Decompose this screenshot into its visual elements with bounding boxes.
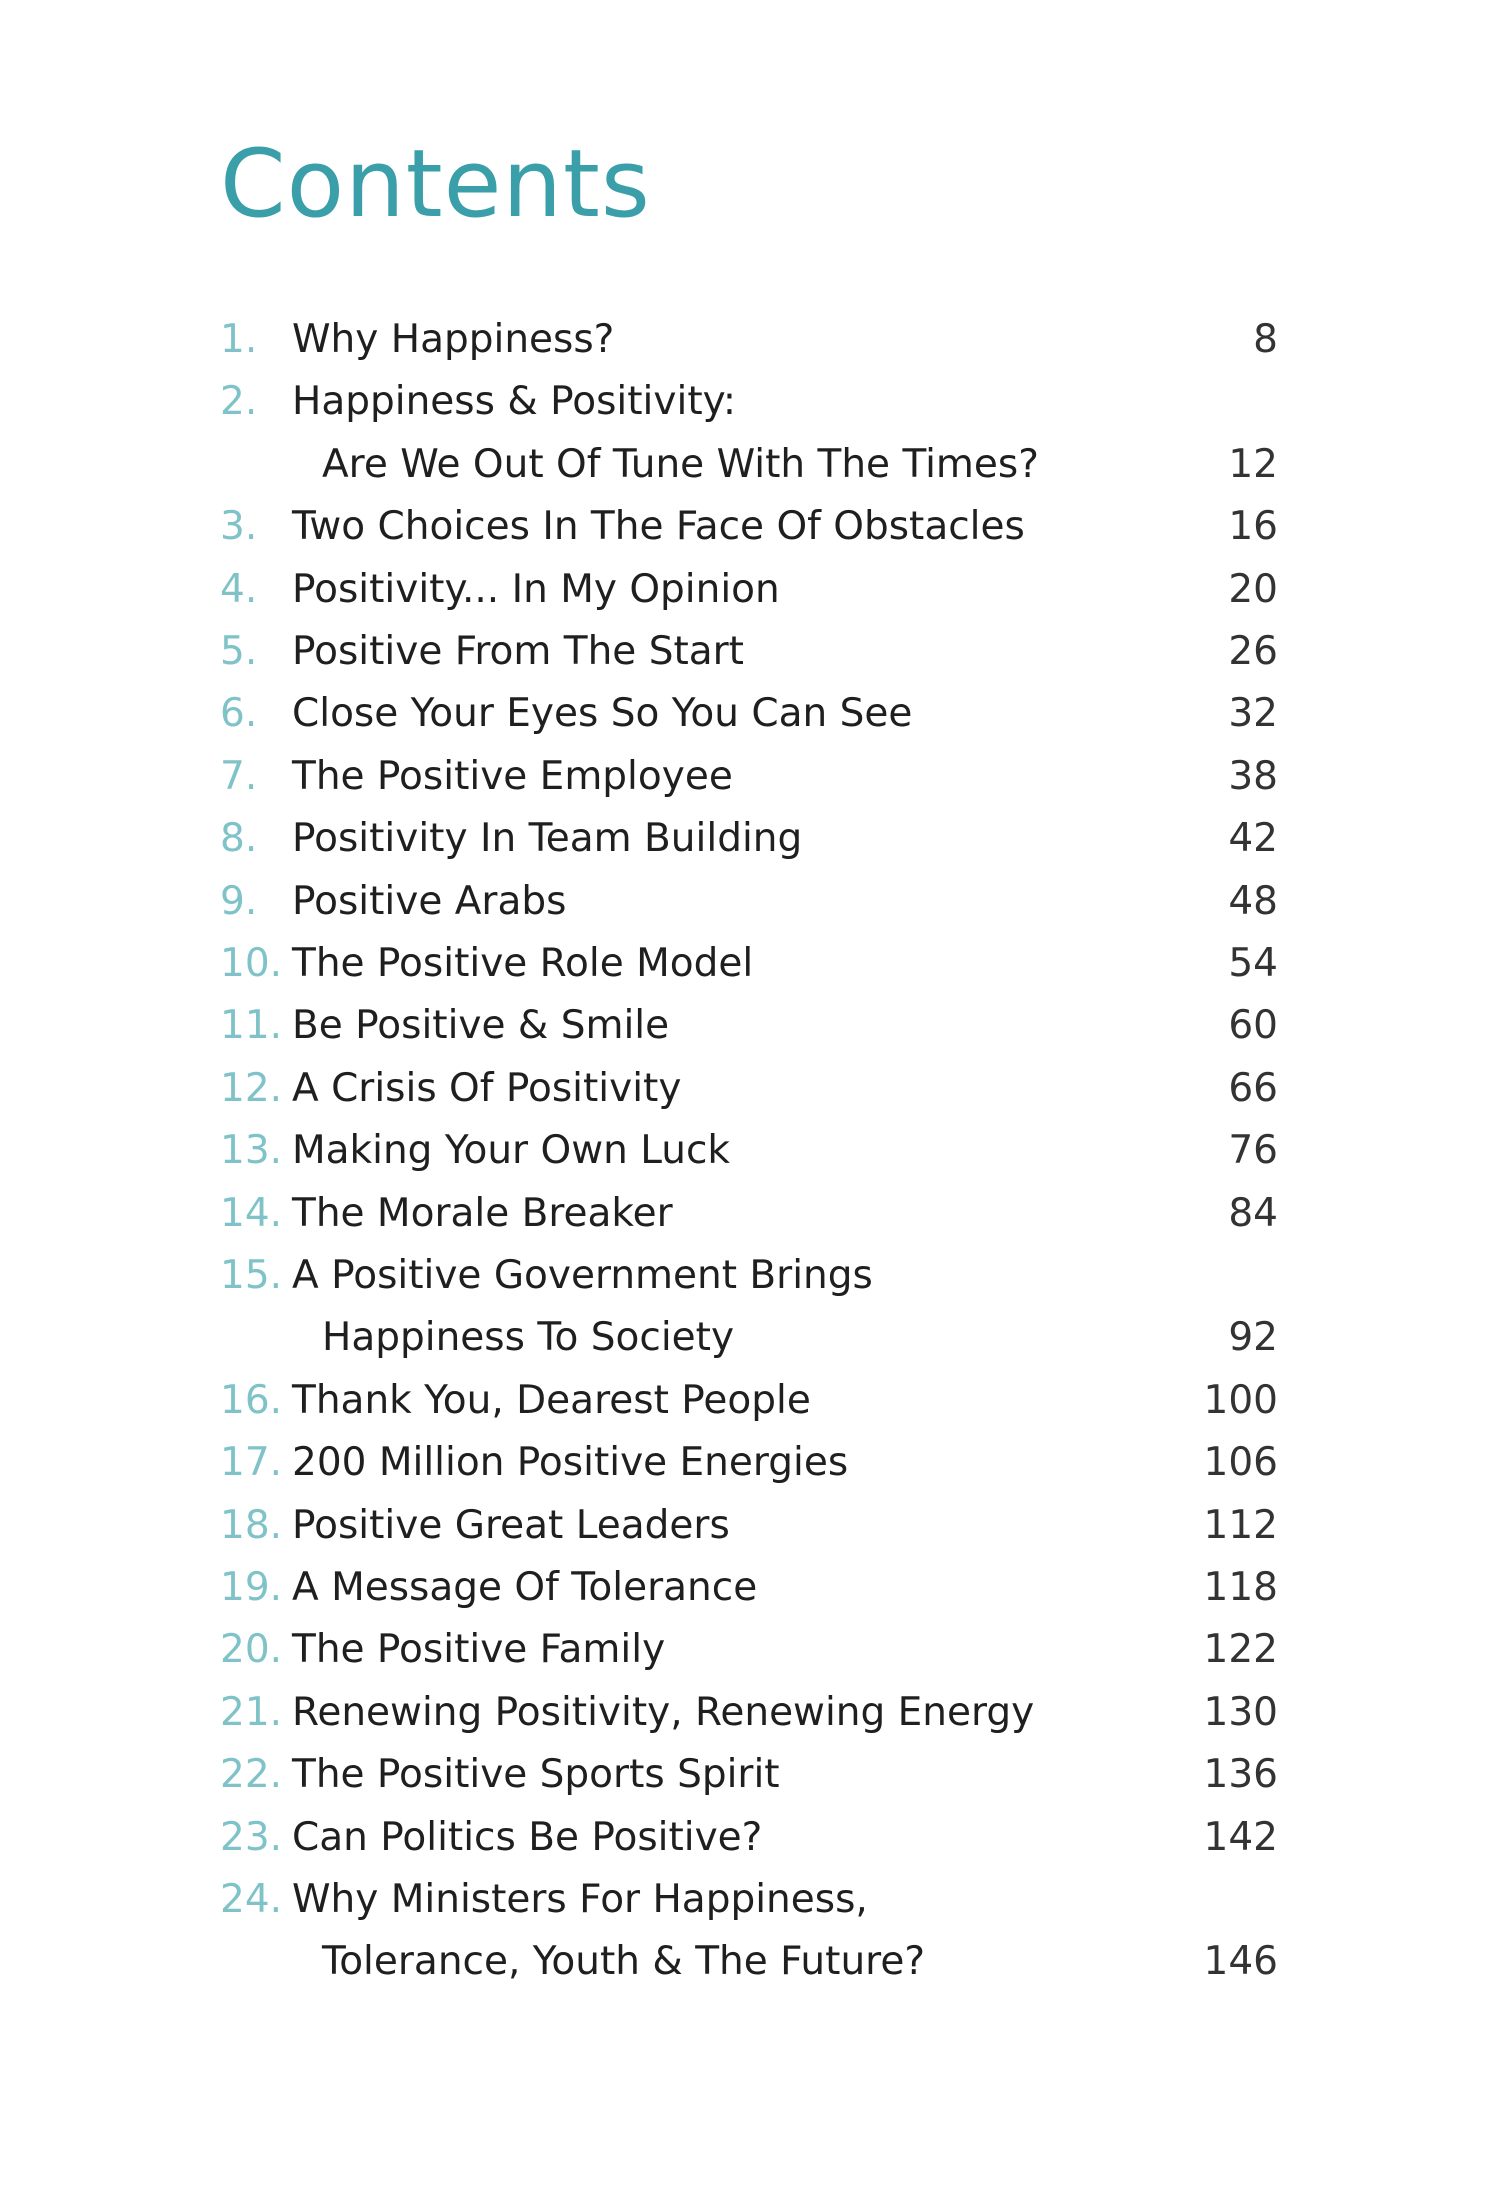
toc-entry-title: Positivity... In My Opinion [292, 566, 780, 612]
toc-entry-page: 26 [1228, 629, 1278, 674]
toc-entry-title: The Positive Family [292, 1627, 666, 1673]
toc-entry-number: 7. [220, 753, 258, 799]
toc-line [0, 1120, 1500, 1182]
toc-entry-number: 11. [220, 1003, 283, 1049]
toc-entry-number: 14. [220, 1190, 283, 1236]
toc-entry-page: 112 [1203, 1502, 1278, 1548]
toc-line [0, 1245, 1500, 1307]
toc-entry-title: A Message Of Tolerance [292, 1565, 758, 1610]
toc-line [0, 1619, 1500, 1681]
toc-entry-page: 142 [1203, 1814, 1278, 1860]
toc-entry-page: 76 [1228, 1128, 1278, 1174]
toc-entry-title: Be Positive & Smile [292, 1003, 670, 1049]
toc-line [0, 871, 1500, 933]
toc-entry-number: 9. [220, 878, 258, 924]
toc-line [0, 1432, 1500, 1494]
toc-entry-page: 66 [1228, 1065, 1278, 1111]
toc-line [0, 1307, 1500, 1369]
toc-entry-title: Two Choices In The Face Of Obstacles [292, 504, 1025, 550]
toc-entry-title: The Morale Breaker [292, 1190, 673, 1236]
toc-line [0, 1931, 1500, 1993]
toc-entry-title: Can Politics Be Positive? [292, 1814, 763, 1860]
toc-line [0, 434, 1500, 496]
toc-entry-title: Happiness To Society [322, 1315, 735, 1361]
toc-line [0, 1557, 1500, 1619]
toc-entry-page: 8 [1253, 317, 1278, 362]
toc-line [0, 1495, 1500, 1557]
toc-entry-number: 4. [220, 566, 258, 612]
toc-entry-title: Close Your Eyes So You Can See [292, 691, 913, 737]
toc-entry-number: 2. [220, 379, 258, 425]
toc-entry-number: 15. [220, 1253, 283, 1298]
toc-entry-number: 6. [220, 691, 258, 737]
toc-line [0, 621, 1500, 683]
toc-entry-page: 106 [1203, 1440, 1278, 1486]
toc-entry-number: 20. [220, 1627, 283, 1673]
toc-line [0, 1370, 1500, 1432]
toc-entry-title: Are We Out Of Tune With The Times? [322, 441, 1039, 487]
toc-entry-page: 100 [1203, 1377, 1278, 1423]
toc-entry-page: 12 [1228, 441, 1278, 487]
toc-entry-number: 8. [220, 816, 258, 862]
toc-entry-title: Happiness & Positivity: [292, 379, 736, 425]
toc-entry-number: 24. [220, 1877, 283, 1922]
toc-entry-title: Tolerance, Youth & The Future? [322, 1939, 926, 1985]
toc-entry-title: The Positive Sports Spirit [292, 1752, 780, 1798]
toc-entry-title: The Positive Role Model [292, 941, 754, 986]
toc-entry-page: 42 [1228, 816, 1278, 862]
toc-line [0, 309, 1500, 371]
toc-entry-page: 92 [1228, 1315, 1278, 1361]
toc-entry-title: Positivity In Team Building [292, 816, 803, 862]
toc-entry-title: Positive Arabs [292, 878, 567, 924]
toc-entry-title: The Positive Employee [292, 753, 733, 799]
toc-entry-page: 48 [1228, 878, 1278, 924]
toc-line [0, 371, 1500, 433]
toc-entry-number: 1. [220, 317, 258, 362]
toc-line [0, 746, 1500, 808]
toc-entry-title: Why Happiness? [292, 317, 615, 362]
toc-entry-page: 146 [1203, 1939, 1278, 1985]
toc-line [0, 683, 1500, 745]
toc-entry-page: 32 [1228, 691, 1278, 737]
toc-entry-number: 21. [220, 1689, 283, 1735]
toc-entry-title: Renewing Positivity, Renewing Energy [292, 1689, 1035, 1735]
toc-entry-title: Thank You, Dearest People [292, 1377, 811, 1423]
toc-entry-number: 10. [220, 941, 283, 986]
toc-entry-page: 20 [1228, 566, 1278, 612]
toc-entry-title: 200 Million Positive Energies [292, 1440, 849, 1486]
toc-entry-number: 23. [220, 1814, 283, 1860]
toc-entry-page: 38 [1228, 753, 1278, 799]
toc-entry-title: A Positive Government Brings [292, 1253, 873, 1298]
toc-line [0, 995, 1500, 1057]
toc-entry-number: 18. [220, 1502, 283, 1548]
toc-entry-page: 54 [1228, 941, 1278, 986]
toc-entry-page: 16 [1228, 504, 1278, 550]
toc-entry-number: 17. [220, 1440, 283, 1486]
toc-entry-page: 84 [1228, 1190, 1278, 1236]
toc-entry-title: Making Your Own Luck [292, 1128, 730, 1174]
toc-entry-page: 130 [1203, 1689, 1278, 1735]
toc-line [0, 1682, 1500, 1744]
toc-line [0, 1744, 1500, 1806]
toc-entry-number: 3. [220, 504, 258, 550]
toc-entry-title: Positive Great Leaders [292, 1502, 730, 1548]
toc-entry-title: Positive From The Start [292, 629, 744, 674]
toc-entry-number: 16. [220, 1377, 283, 1423]
toc-entry-page: 122 [1203, 1627, 1278, 1673]
toc-line [0, 1807, 1500, 1869]
toc-entry-page: 60 [1228, 1003, 1278, 1049]
toc-entry-page: 136 [1203, 1752, 1278, 1798]
toc-entry-number: 13. [220, 1128, 283, 1174]
toc-entry-title: Why Ministers For Happiness, [292, 1877, 868, 1922]
toc-entry-number: 5. [220, 629, 258, 674]
toc-line [0, 559, 1500, 621]
toc-line [0, 1869, 1500, 1931]
toc-line [0, 1183, 1500, 1245]
toc-entry-number: 12. [220, 1065, 283, 1111]
toc-entry-page: 118 [1203, 1565, 1278, 1610]
page-title: Contents [220, 130, 651, 239]
toc-line [0, 1058, 1500, 1120]
toc-line [0, 808, 1500, 870]
toc-line [0, 496, 1500, 558]
toc-entry-number: 22. [220, 1752, 283, 1798]
toc-line [0, 933, 1500, 995]
toc-entry-number: 19. [220, 1565, 283, 1610]
toc-entry-title: A Crisis Of Positivity [292, 1065, 682, 1111]
